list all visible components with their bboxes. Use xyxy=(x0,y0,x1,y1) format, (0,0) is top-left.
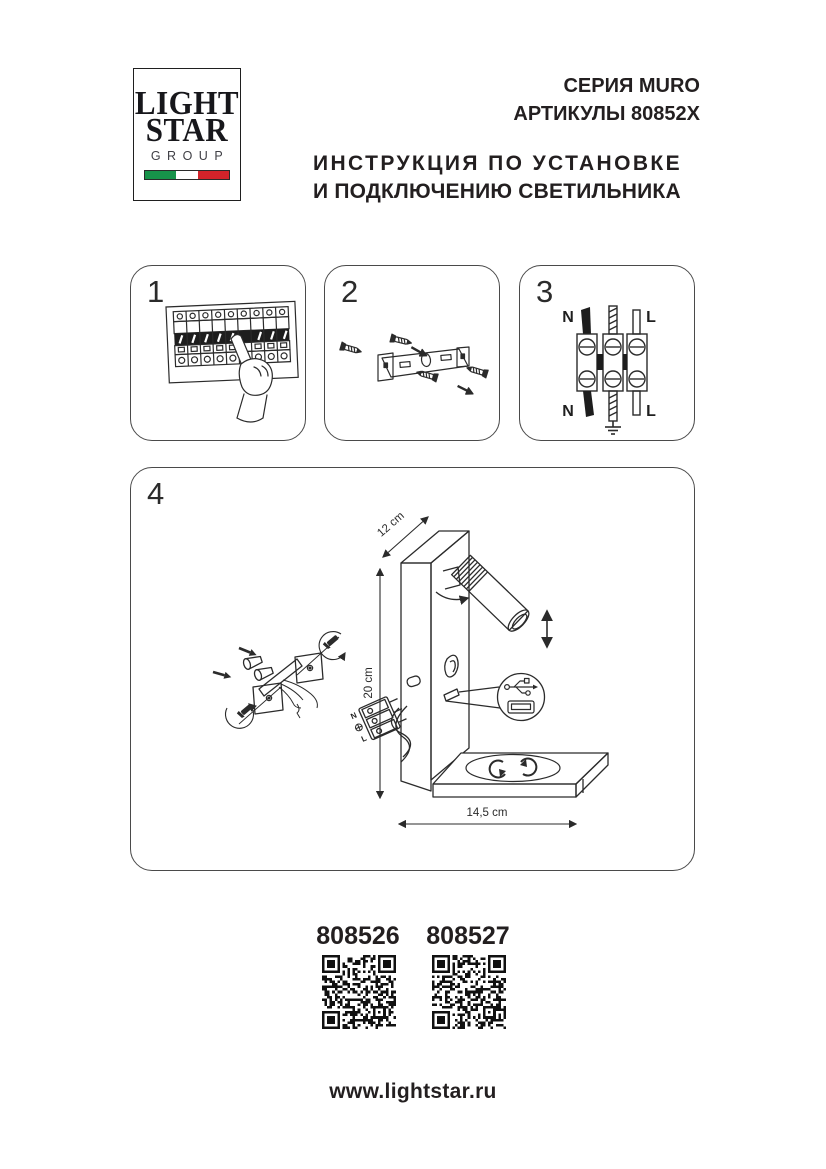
instruction-title-line1: ИНСТРУКЦИЯ ПО УСТАНОВКЕ xyxy=(313,152,683,175)
breaker-panel-illustration xyxy=(131,266,307,442)
earth-symbol-icon xyxy=(605,421,621,434)
article-number-808527: 808527 xyxy=(426,922,510,950)
step-box-4 xyxy=(130,467,695,871)
dimension-depth-label: 12 cm xyxy=(375,509,407,540)
wire-label-n-top: N xyxy=(562,309,574,326)
instruction-title-line2: И ПОДКЛЮЧЕНИЮ СВЕТИЛЬНИКА xyxy=(313,180,681,203)
terminal-label-n: N xyxy=(349,710,359,722)
logo-light-text: LIGHT xyxy=(134,83,240,122)
flag-green-segment xyxy=(145,171,176,179)
series-title: СЕРИЯ MURO xyxy=(563,75,700,97)
lightstar-logo xyxy=(133,68,241,201)
dimension-height-label: 20 cm xyxy=(363,667,375,699)
dimension-width-label: 14,5 cm xyxy=(466,807,508,819)
logo-group-text: GROUP xyxy=(150,149,230,163)
step-box-1 xyxy=(130,265,306,441)
qr-code-808526 xyxy=(322,955,396,1029)
wire-label-l-bottom: L xyxy=(646,403,656,420)
wire-label-l-top: L xyxy=(646,309,656,326)
terminal-connector xyxy=(349,693,409,745)
lamp-assembly-illustration xyxy=(131,468,696,872)
article-number-808526: 808526 xyxy=(316,922,400,950)
website-url: www.lightstar.ru xyxy=(329,1080,497,1103)
step-box-3 xyxy=(519,265,695,441)
flag-red-segment xyxy=(198,171,229,179)
step-number-1: 1 xyxy=(147,274,165,309)
toggle-switch-icon xyxy=(445,655,458,677)
header-series-block xyxy=(320,72,700,128)
articles-title: АРТИКУЛЫ 80852X xyxy=(513,103,700,125)
instruction-title xyxy=(313,150,705,206)
step-number-3: 3 xyxy=(536,274,554,309)
italy-flag-icon xyxy=(144,170,230,180)
usb-slot xyxy=(444,689,459,701)
terminal-label-l: L xyxy=(359,733,369,744)
mounting-bracket-illustration xyxy=(325,266,501,442)
usb-icon xyxy=(505,679,538,714)
step-box-2 xyxy=(324,265,500,441)
logo-star-text: STAR xyxy=(145,110,229,149)
qr-code-808527 xyxy=(432,955,506,1029)
wiring-diagram-illustration xyxy=(520,266,696,442)
switch-cutout xyxy=(406,675,421,688)
wall-bracket-assembly xyxy=(212,632,345,729)
flag-white-segment xyxy=(176,171,198,179)
step-number-2: 2 xyxy=(341,274,359,309)
wire-label-n-bottom: N xyxy=(562,403,574,420)
step-number-4: 4 xyxy=(147,476,165,511)
